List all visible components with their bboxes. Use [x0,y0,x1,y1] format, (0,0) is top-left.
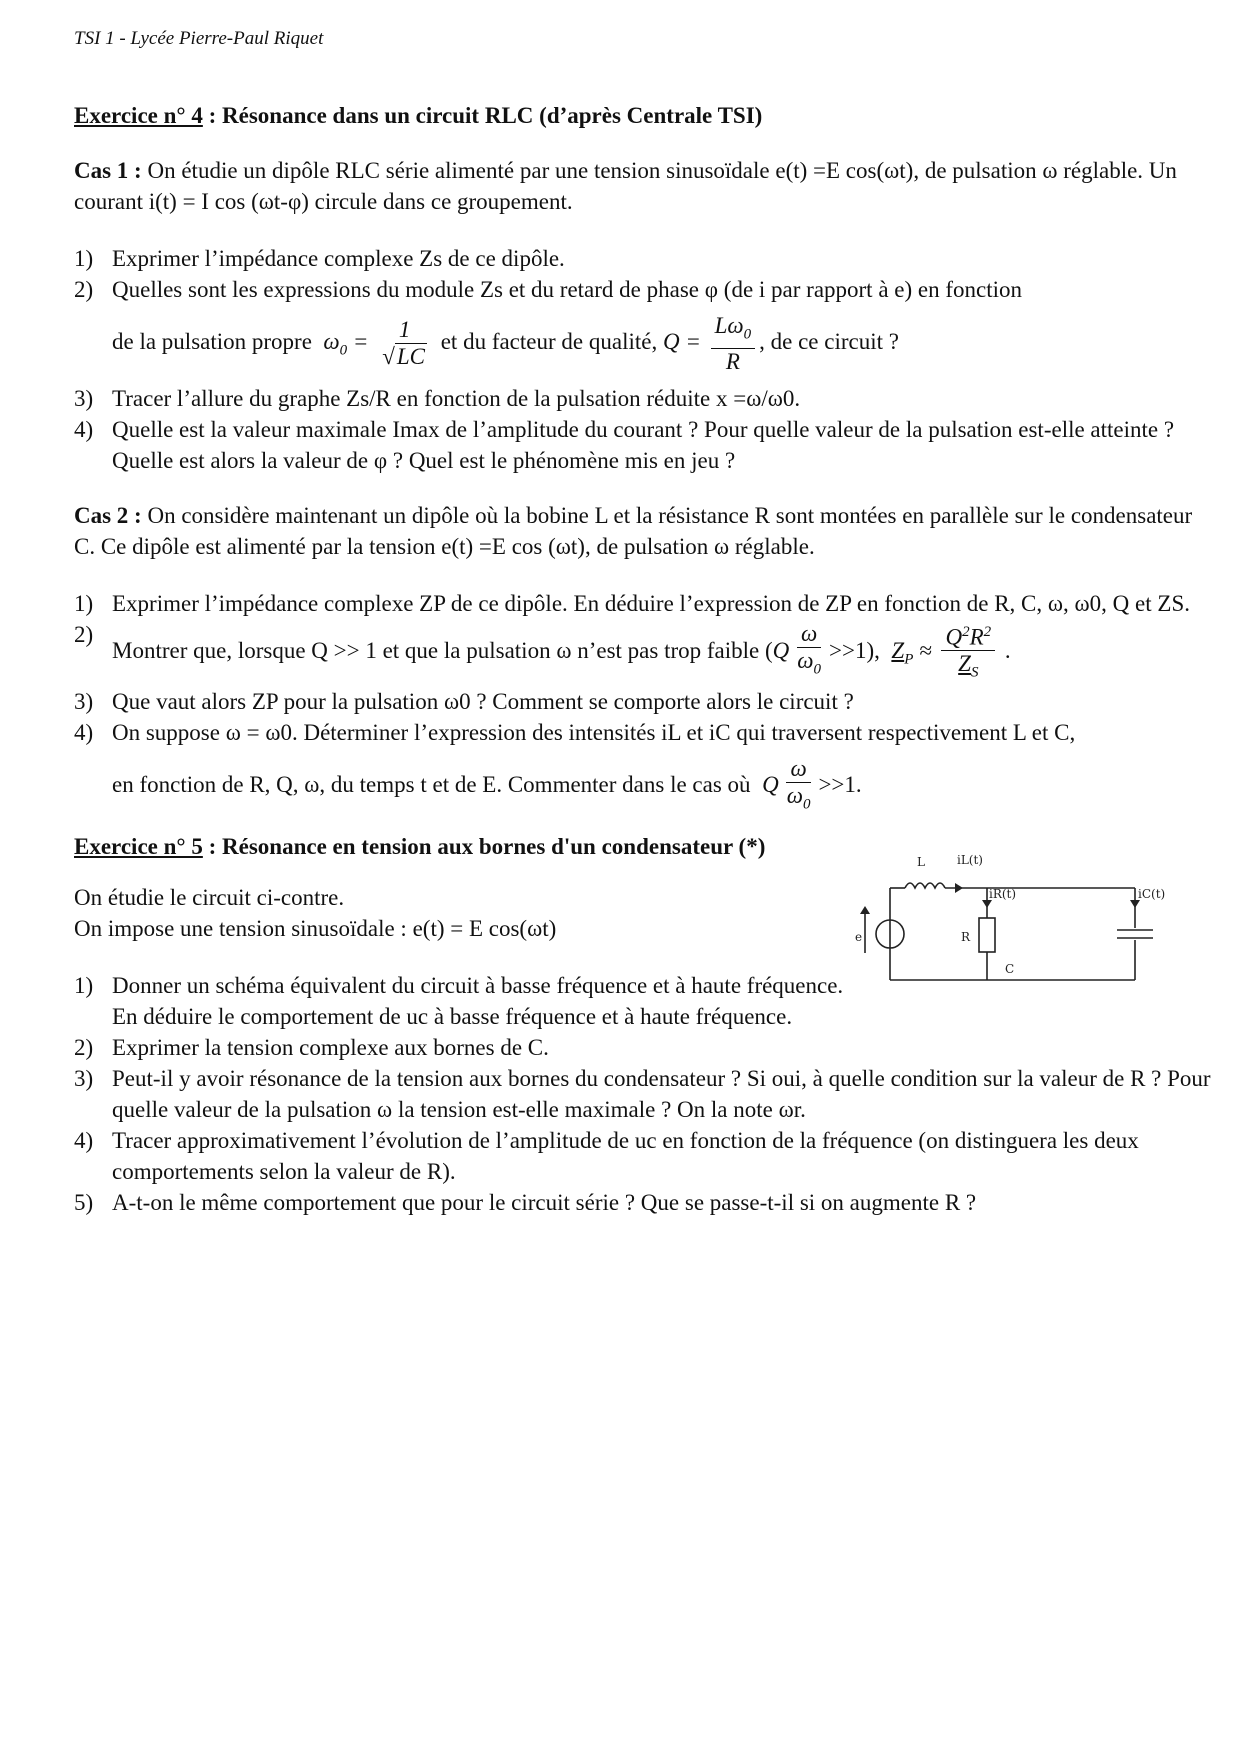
exercise-4-number: Exercice n° 4 [74,103,203,128]
label-iR: iR(t) [989,887,1017,901]
item-number: 4) [74,1128,94,1154]
question-text: de la pulsation propre [112,329,312,355]
item-number: 1) [74,973,94,999]
question-text: Que vaut alors ZP pour la pulsation ω0 ? Comment se comporte alors le circuit ? [112,688,854,714]
case-1-label: Cas 1 : [74,158,142,183]
item-number: 1) [74,590,94,616]
question-text: >>1. [818,771,862,797]
item-number: 3) [74,1066,94,1092]
arrow-head [955,883,963,893]
formula-line: en fonction de R, Q, ω, du temps t et de E. Commenter dans le cas où Q $\frac{\omega}{\omega_0}$ >>1. [112,748,1214,826]
question-text: Montrer que, lorsque Q >> 1 et que la pulsation ω n’est pas trop faible ( [112,637,773,663]
item-number: 4) [74,719,94,745]
fraction-omega0: $\frac{1}{√LC}$ [382,317,425,370]
formula-zp: $Z_P$ ≈ [891,637,932,668]
list-item [74,1125,1214,1187]
case-1-text: On étudie un dipôle RLC série alimenté par une tension sinusoïdale e(t) =E cos(ωt), de pulsation ω réglable. Un courant i(t) = I cos (ωt-φ) circule dans ce groupement. [74,158,1177,214]
question-text: On suppose ω = ω0. Déterminer l’expression des intensités iL et iC qui traversent respectivement L et C, [112,719,1076,745]
label-C: C [1005,962,1015,976]
question-text: et du facteur de qualité, [440,329,658,355]
case-1-questions [74,243,1214,476]
case-1-intro [74,155,1214,217]
formula-q: Q = [662,329,701,355]
fraction-omega-ratio: $\frac{\omega}{\omega_0}$ [797,621,822,679]
arrow-head [1130,900,1140,908]
circuit-diagram [855,848,1195,998]
label-iC: iC(t) [1138,887,1166,901]
exercise-5-intro-2: On impose une tension sinusoïdale : e(t) = E cos(ωt) [74,916,557,942]
formula-line [112,305,1214,383]
question-text: en fonction de R, Q, ω, du temps t et de E. Commenter dans le cas où [112,771,751,797]
item-number: 3) [74,688,94,714]
list-item [74,1063,1214,1125]
label-iL: iL(t) [957,853,983,867]
question-text: Exprimer l’impédance complexe ZP de ce dipôle. En déduire l’expression de ZP en fonction de R, C, ω, ω0, Q et ZS. [112,590,1190,616]
item-number: 5) [74,1190,94,1216]
item-number: 2) [74,621,94,647]
list-item: 2) Montrer que, lorsque Q >> 1 et que la pulsation ω n’est pas trop faible (Q $\frac{\omega}{\omega_0}$ >>1), $Z_P$ ≈ $\frac{Q^2R^2}{Z_S}$ . [74,619,1214,686]
arrow-head [982,900,992,908]
item-number: 2) [74,277,94,302]
case-2-intro [74,500,1214,562]
resistor-symbol [979,918,995,952]
list-item [74,717,1214,826]
item-number: 1) [74,246,94,271]
case-2-text: On considère maintenant un dipôle où la bobine L et la résistance R sont montées en parallèle sur le condensateur C. Ce dipôle est alimenté par la tension e(t) =E cos (ωt), de pulsation ω réglable. [74,502,1193,559]
page-header: TSI 1 - Lycée Pierre-Paul Riquet [74,28,324,49]
question-text: Quelles sont les expressions du module Zs et du retard de phase φ (de i par rapport à e) en fonction [112,277,1023,302]
case-2-questions [74,588,1214,826]
question-text: Tracer approximativement l’évolution de l’amplitude de uc en fonction de la fréquence (on distinguera les deux comportements selon la valeur de R). [112,1128,1139,1185]
inductor-symbol [905,883,945,888]
case-2-label: Cas 2 : [74,502,142,528]
label-R: R [961,930,971,944]
label-L: L [917,855,925,869]
exercise-5-questions [74,970,1214,1218]
question-text: >>1), [829,637,880,663]
fraction-zp: $\frac{Q^2R^2}{Z_S}$ [941,619,995,686]
item-number: 3) [74,385,94,411]
list-item [74,383,1214,414]
list-item [74,686,1214,717]
question-text: Exprimer l’impédance complexe Zs de ce dipôle. [112,246,565,271]
item-number: 4) [74,416,94,442]
fraction-q: $\frac{L\omega_0}{R}$ [711,313,756,375]
list-item [74,243,1214,274]
list-item [74,1032,1214,1063]
exercise-4-title-text: : Résonance dans un circuit RLC (d’après Centrale TSI) [202,103,763,128]
arrow-head [860,906,870,914]
exercise-5-intro-1: On étudie le circuit ci-contre. [74,885,345,911]
question-text: Peut-il y avoir résonance de la tension aux bornes du condensateur ? Si oui, à quelle condition sur la valeur de R ? Pour quelle valeur de la pulsation ω la tension est-elle maximale ? On la note ωr. [112,1066,1211,1123]
exercise-5-number: Exercice n° 5 [74,834,203,860]
fraction-omega-ratio: $\frac{\omega}{\omega_0}$ [786,755,811,813]
question-text: Exprimer la tension complexe aux bornes de C. [112,1035,549,1061]
list-item [74,588,1214,619]
question-text: Quelle est la valeur maximale Imax de l’amplitude du courant ? Pour quelle valeur de la pulsation est-elle atteinte ? Quelle est alors la valeur de φ ? Quel est le phénomène mis en jeu ? [112,416,1175,473]
document-body [74,100,1214,1242]
exercise-4-title [74,100,1214,131]
question-text: Donner un schéma équivalent du circuit à basse fréquence et à haute fréquence. En déduire le comportement de uc à basse fréquence et à haute fréquence. [112,973,844,1030]
list-item [74,1187,1214,1218]
list-item [74,274,1214,383]
question-text: Tracer l’allure du graphe Zs/R en fonction de la pulsation réduite x =ω/ω0. [112,385,801,411]
label-e: e [855,930,863,944]
question-text: A-t-on le même comportement que pour le circuit série ? Que se passe-t-il si on augmente R ? [112,1190,977,1216]
formula-omega0: $\omega_0$ = [317,329,369,359]
list-item [74,414,1214,476]
exercise-5-title-text: : Résonance en tension aux bornes d'un condensateur (*) [202,834,766,860]
question-text: , de ce circuit ? [759,329,899,355]
list-item [74,970,872,1032]
item-number: 2) [74,1035,94,1061]
